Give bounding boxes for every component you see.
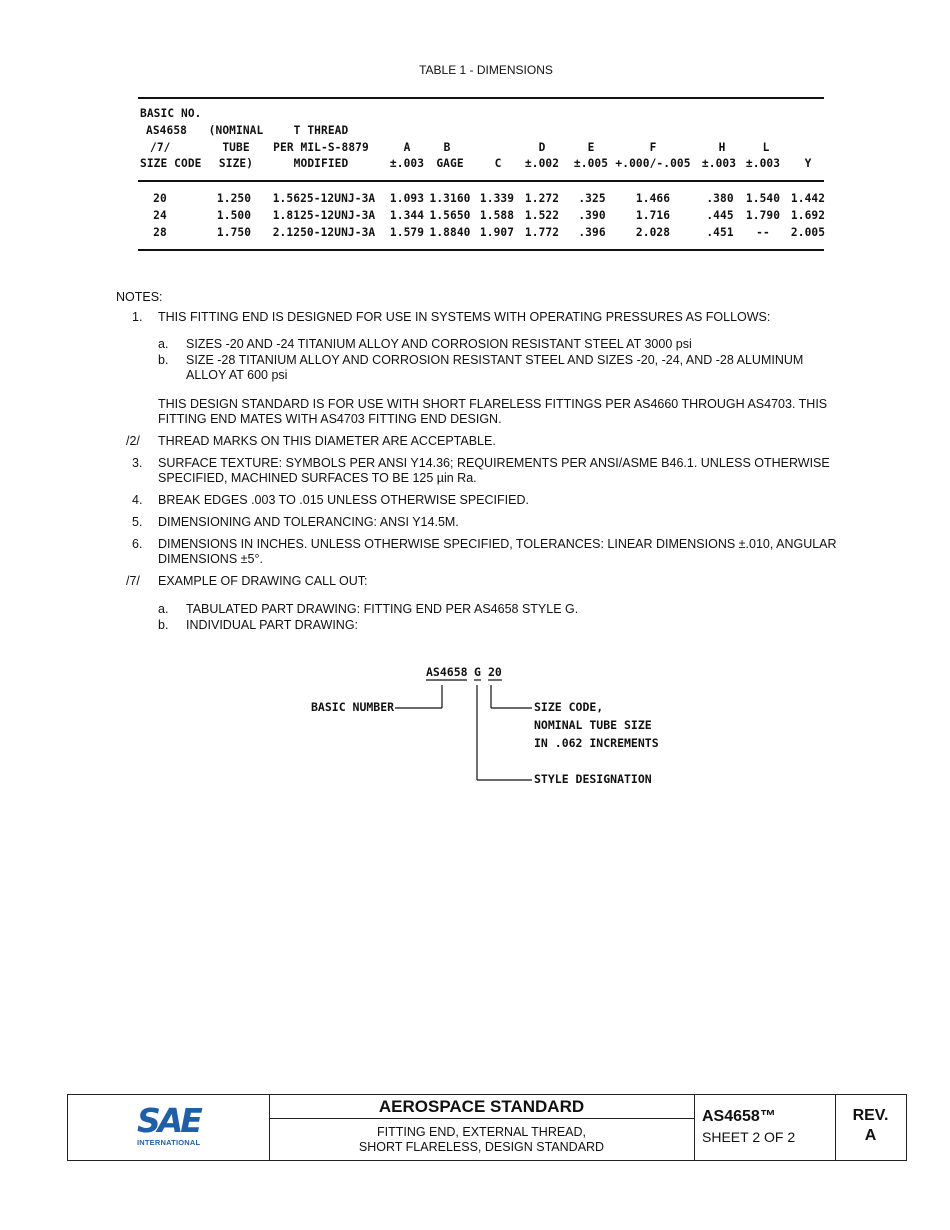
table-cell: 1.5650 bbox=[429, 209, 471, 222]
revision-label: REV. bbox=[852, 1107, 889, 1124]
table-cell: 1.716 bbox=[635, 209, 671, 222]
notes-heading: NOTES: bbox=[116, 290, 163, 304]
table-cell: 1.8840 bbox=[429, 226, 471, 239]
table-cell: 1.344 bbox=[389, 209, 425, 222]
table-cell: .451 bbox=[706, 226, 734, 239]
note-number: /7/ bbox=[126, 574, 140, 588]
callout-size-code-desc: NOMINAL TUBE SIZE bbox=[534, 718, 652, 732]
table-cell: .325 bbox=[578, 192, 606, 205]
title-cell bbox=[269, 1095, 695, 1160]
header-a-tol: ±.003 bbox=[389, 157, 425, 170]
table-cell: 1.3160 bbox=[429, 192, 471, 205]
table-cell: 20 bbox=[153, 192, 167, 205]
header-b: B bbox=[443, 141, 451, 154]
note-text: THREAD MARKS ON THIS DIAMETER ARE ACCEPTABLE. bbox=[158, 434, 496, 448]
document-title-line-2: SHORT FLARELESS, DESIGN STANDARD bbox=[358, 1140, 605, 1154]
note-text: THIS FITTING END IS DESIGNED FOR USE IN SYSTEMS WITH OPERATING PRESSURES AS FOLLOWS: bbox=[158, 310, 771, 324]
table-cell: 1.093 bbox=[389, 192, 425, 205]
header-basic-4: SIZE CODE bbox=[140, 157, 202, 170]
table-cell: 1.5625-12UNJ-3A bbox=[272, 192, 376, 205]
header-thread-3: MODIFIED bbox=[293, 157, 349, 170]
header-e-tol: ±.005 bbox=[573, 157, 609, 170]
header-y: Y bbox=[804, 157, 812, 170]
sae-logo-mark: SAE bbox=[137, 1101, 200, 1140]
header-l-tol: ±.003 bbox=[745, 157, 781, 170]
header-basic-2: AS4658 bbox=[146, 124, 188, 137]
note-subtext: SIZE -28 TITANIUM ALLOY AND CORROSION RESISTANT STEEL AND SIZES -20, -24, AND -28 ALUMINUM ALLOY AT 600 psi bbox=[186, 353, 804, 382]
header-l: L bbox=[762, 141, 770, 154]
callout-size-code-increments: IN .062 INCREMENTS bbox=[534, 736, 659, 750]
header-tube-3: SIZE) bbox=[218, 157, 254, 170]
table-cell: .445 bbox=[706, 209, 734, 222]
sae-logo-subtitle: INTERNATIONAL bbox=[137, 1138, 201, 1147]
header-f-tol: +.000/-.005 bbox=[615, 157, 691, 170]
callout-size-code-label: SIZE CODE, bbox=[534, 700, 604, 714]
title-block bbox=[67, 1094, 907, 1161]
table-cell: 28 bbox=[153, 226, 167, 239]
table-cell: 1.8125-12UNJ-3A bbox=[272, 209, 376, 222]
table-cell: 1.772 bbox=[524, 226, 560, 239]
header-c: C bbox=[494, 157, 502, 170]
table-cell: 1.750 bbox=[216, 226, 252, 239]
table-cell: 1.500 bbox=[216, 209, 252, 222]
table-cell: .380 bbox=[706, 192, 734, 205]
table-cell: 24 bbox=[153, 209, 167, 222]
callout-style-designation-label: STYLE DESIGNATION bbox=[534, 772, 652, 786]
table-cell: 1.272 bbox=[524, 192, 560, 205]
note-paragraph: THIS DESIGN STANDARD IS FOR USE WITH SHORT FLARELESS FITTINGS PER AS4660 THROUGH AS4703. THIS FITTING END MATES WITH AS4703 FITTING END DESIGN. bbox=[158, 397, 828, 426]
table-cell: 1.692 bbox=[790, 209, 826, 222]
table-cell: 1.339 bbox=[479, 192, 515, 205]
note-number: 4. bbox=[132, 493, 143, 507]
note-number: 6. bbox=[132, 537, 143, 551]
header-thread-2: PER MIL-S-8879 bbox=[273, 141, 369, 154]
logo-cell bbox=[68, 1095, 270, 1160]
header-d: D bbox=[538, 141, 546, 154]
note-letter: a. bbox=[158, 602, 169, 616]
header-b-gage: GAGE bbox=[436, 157, 464, 170]
sheet-number: SHEET 2 OF 2 bbox=[702, 1129, 796, 1145]
header-f: F bbox=[649, 141, 657, 154]
callout-style-letter: G bbox=[474, 665, 481, 679]
standard-type: AEROSPACE STANDARD bbox=[269, 1095, 694, 1119]
note-text: DIMENSIONING AND TOLERANCING: ANSI Y14.5M. bbox=[158, 515, 459, 529]
header-h-tol: ±.003 bbox=[701, 157, 737, 170]
table-cell: 1.579 bbox=[389, 226, 425, 239]
header-thread-1: T THREAD bbox=[293, 124, 349, 137]
note-number: /2/ bbox=[126, 434, 140, 448]
header-basic-1: BASIC NO. bbox=[140, 107, 202, 120]
table-cell: 1.522 bbox=[524, 209, 560, 222]
note-number: 1. bbox=[132, 310, 143, 324]
table-cell: 2.028 bbox=[635, 226, 671, 239]
note-subtext: SIZES -20 AND -24 TITANIUM ALLOY AND CORROSION RESISTANT STEEL AT 3000 psi bbox=[186, 337, 692, 351]
note-number: 5. bbox=[132, 515, 143, 529]
table-cell: -- bbox=[756, 226, 770, 239]
table-cell: .396 bbox=[578, 226, 606, 239]
header-e: E bbox=[587, 141, 595, 154]
note-letter: b. bbox=[158, 353, 169, 367]
table-cell: 1.250 bbox=[216, 192, 252, 205]
table-title: TABLE 1 - DIMENSIONS bbox=[419, 63, 553, 77]
note-text: EXAMPLE OF DRAWING CALL OUT: bbox=[158, 574, 368, 588]
table-cell: 1.540 bbox=[745, 192, 781, 205]
doc-number-cell bbox=[694, 1095, 836, 1160]
callout-basic-number-label: BASIC NUMBER bbox=[311, 700, 395, 714]
callout-part-number: AS4658 bbox=[426, 665, 468, 679]
header-h: H bbox=[718, 141, 726, 154]
table-cell: 1.588 bbox=[479, 209, 515, 222]
note-subtext: INDIVIDUAL PART DRAWING: bbox=[186, 618, 359, 632]
header-d-tol: ±.002 bbox=[524, 157, 560, 170]
sae-logo bbox=[137, 1101, 201, 1147]
note-text: SURFACE TEXTURE: SYMBOLS PER ANSI Y14.36; REQUIREMENTS PER ANSI/ASME B46.1. UNLESS OTHERWISE SPECIFIED, MACHINED SURFACES TO BE 125 µin Ra. bbox=[158, 456, 830, 485]
header-tube-1: (NOMINAL bbox=[208, 124, 264, 137]
table-cell: 2.1250-12UNJ-3A bbox=[272, 226, 376, 239]
revision-cell bbox=[835, 1095, 906, 1160]
note-letter: b. bbox=[158, 618, 169, 632]
table-cell: 1.790 bbox=[745, 209, 781, 222]
table-cell: 1.466 bbox=[635, 192, 671, 205]
note-text: DIMENSIONS IN INCHES. UNLESS OTHERWISE SPECIFIED, TOLERANCES: LINEAR DIMENSIONS ±.010, ANGULAR DIMENSIONS ±5°. bbox=[158, 537, 837, 566]
header-basic-3: /7/ bbox=[150, 141, 171, 154]
revision-value: A bbox=[864, 1127, 877, 1144]
note-text: BREAK EDGES .003 TO .015 UNLESS OTHERWISE SPECIFIED. bbox=[158, 493, 529, 507]
table-cell: 2.005 bbox=[790, 226, 826, 239]
table-cell: 1.907 bbox=[479, 226, 515, 239]
note-number: 3. bbox=[132, 456, 143, 470]
table-cell: .390 bbox=[578, 209, 606, 222]
header-tube-2: TUBE bbox=[222, 141, 250, 154]
document-number: AS4658™ bbox=[702, 1108, 776, 1125]
header-a: A bbox=[403, 141, 411, 154]
note-letter: a. bbox=[158, 337, 169, 351]
note-subtext: TABULATED PART DRAWING: FITTING END PER AS4658 STYLE G. bbox=[186, 602, 579, 616]
callout-size-code: 20 bbox=[488, 665, 502, 679]
document-title-line-1: FITTING END, EXTERNAL THREAD, bbox=[376, 1125, 587, 1139]
table-cell: 1.442 bbox=[790, 192, 826, 205]
